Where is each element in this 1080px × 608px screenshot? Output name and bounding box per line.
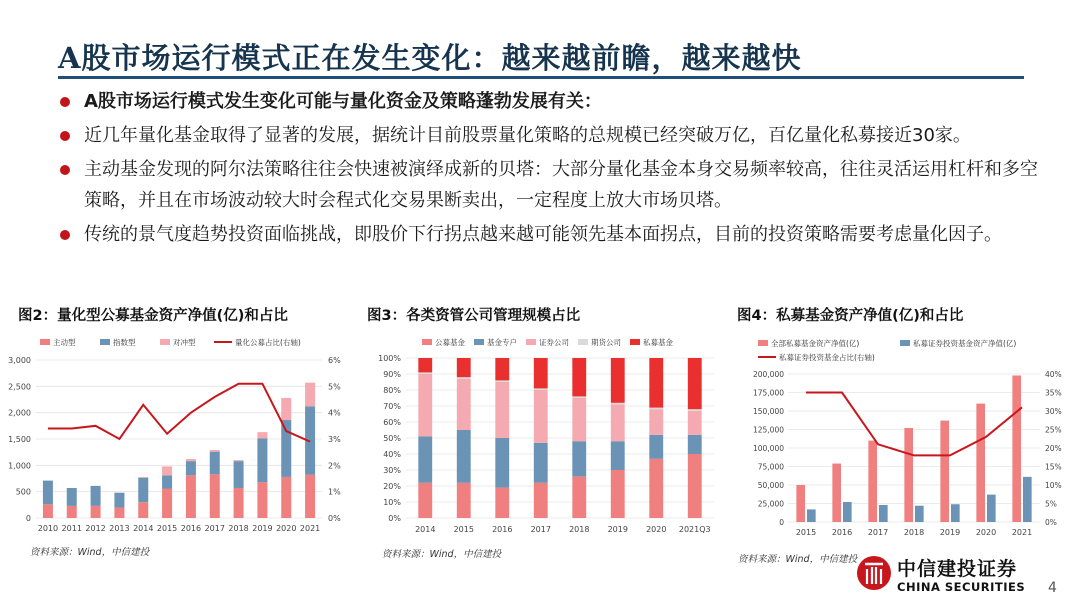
bar-futures bbox=[688, 409, 702, 411]
x-tick-label: 2018 bbox=[569, 525, 590, 534]
y2-tick-label: 10% bbox=[1045, 481, 1062, 490]
bar-public bbox=[457, 483, 471, 518]
bar-active bbox=[67, 506, 77, 518]
bar-broker bbox=[611, 404, 625, 441]
citic-emblem-icon bbox=[855, 553, 893, 593]
y2-tick-label: 1% bbox=[328, 487, 341, 497]
bar-index bbox=[91, 486, 101, 506]
legend-futures-swatch bbox=[578, 339, 588, 345]
y-tick-label: 125,000 bbox=[752, 425, 784, 435]
chart3-private-fund bbox=[722, 326, 1080, 546]
bar-all-private bbox=[832, 464, 841, 522]
x-tick-label: 2016 bbox=[831, 528, 853, 537]
slide-title: A股市场运行模式正在发生变化：越来越前瞻，越来越快 bbox=[58, 41, 802, 75]
y-tick-label: 50% bbox=[383, 434, 401, 443]
legend-broker-swatch bbox=[526, 339, 536, 345]
bar-index bbox=[67, 488, 77, 506]
y2-tick-label: 25% bbox=[1045, 425, 1062, 435]
y2-tick-label: 0% bbox=[1045, 518, 1057, 527]
y-tick-label: 25,000 bbox=[757, 499, 784, 509]
bar-index bbox=[186, 461, 196, 475]
y-tick-label: 500 bbox=[15, 487, 31, 497]
x-tick-label: 2013 bbox=[109, 524, 130, 533]
bar-active bbox=[138, 502, 148, 518]
legend-private-securities-swatch bbox=[900, 340, 910, 346]
bar-all-private bbox=[868, 441, 877, 522]
bar-private bbox=[649, 358, 663, 408]
bar-futures bbox=[495, 380, 509, 382]
x-tick-label: 2010 bbox=[37, 524, 59, 533]
bar-active bbox=[234, 488, 244, 518]
x-tick-label: 2014 bbox=[415, 525, 436, 534]
bar-active bbox=[305, 475, 315, 518]
bar-broker bbox=[572, 398, 586, 441]
bar-private-securities bbox=[843, 502, 852, 522]
legend-all-private-swatch bbox=[758, 340, 768, 346]
legend-public: 公募基金 bbox=[435, 338, 465, 347]
y2-tick-label: 20% bbox=[1045, 444, 1062, 453]
bullet-item: 近几年量化基金取得了显著的发展，据统计目前股票量化策略的总规模已经突破万亿，百亿量化私募接近30家。 bbox=[56, 120, 1046, 151]
page-number: 4 bbox=[1048, 580, 1057, 596]
bar-private-securities bbox=[879, 505, 888, 522]
bar-hedge bbox=[281, 398, 291, 420]
legend-all-private: 全部私募基金资产净值(亿) bbox=[771, 339, 860, 348]
legend-active: 主动型 bbox=[53, 338, 76, 347]
x-tick-label: 2015 bbox=[453, 525, 474, 534]
logo-english: CHINA SECURITIES bbox=[897, 580, 1026, 594]
x-tick-label: 2016 bbox=[180, 524, 202, 533]
y-tick-label: 200,000 bbox=[752, 370, 784, 379]
legend-private-ratio: 私募证券投资基金占比(右轴) bbox=[779, 353, 875, 362]
bar-private bbox=[495, 358, 509, 380]
y-tick-label: 80% bbox=[383, 386, 401, 395]
chart2-source: 资料来源：Wind，中信建投 bbox=[382, 549, 502, 560]
bar-private bbox=[457, 358, 471, 377]
bar-futures bbox=[572, 396, 586, 398]
bar-active bbox=[257, 482, 267, 518]
legend-public-swatch bbox=[422, 339, 432, 345]
bar-index bbox=[114, 493, 124, 508]
legend-index-swatch bbox=[100, 339, 110, 345]
y-tick-label: 150,000 bbox=[752, 407, 784, 416]
bullet-item: 主动基金发现的阿尔法策略往往会快速被演绎成新的贝塔：大部分量化基金本身交易频率较高，往往灵活运用杠杆和多空策略，并且在市场波动较大时会程式化交易果断卖出，一定程度上放大市场贝塔。 bbox=[56, 154, 1046, 216]
x-tick-label: 2014 bbox=[133, 524, 154, 533]
bar-hedge bbox=[186, 459, 196, 461]
legend-hedge-swatch bbox=[160, 339, 170, 345]
x-tick-label: 2015 bbox=[156, 524, 178, 533]
legend-ratio: 量化公募占比(右轴) bbox=[235, 338, 301, 347]
bar-public bbox=[534, 483, 548, 518]
bar-private bbox=[688, 358, 702, 409]
x-tick-label: 2017 bbox=[204, 524, 225, 533]
y-tick-label: 0 bbox=[25, 514, 31, 523]
legend-index: 指数型 bbox=[113, 338, 136, 347]
bar-active bbox=[162, 489, 172, 518]
citic-securities-logo bbox=[855, 553, 1035, 598]
bar-private bbox=[418, 358, 432, 372]
x-tick-label: 2020 bbox=[646, 525, 667, 534]
bar-broker bbox=[534, 390, 548, 443]
logo-chinese: 中信建投证券 bbox=[897, 558, 1018, 580]
title-underline bbox=[58, 76, 1024, 79]
bar-private bbox=[611, 358, 625, 403]
y-tick-label: 10% bbox=[383, 498, 401, 507]
private-ratio-line bbox=[806, 393, 1022, 456]
bar-private-securities bbox=[951, 504, 960, 522]
y2-tick-label: 35% bbox=[1045, 388, 1062, 398]
y-tick-label: 30% bbox=[383, 466, 401, 475]
bar-index bbox=[257, 438, 267, 482]
y2-tick-label: 3% bbox=[328, 435, 341, 444]
bar-public bbox=[688, 454, 702, 518]
y2-tick-label: 15% bbox=[1045, 462, 1062, 472]
y2-tick-label: 2% bbox=[328, 461, 341, 471]
legend-broker: 证券公司 bbox=[539, 338, 569, 347]
y-tick-label: 1,500 bbox=[8, 435, 31, 444]
y-tick-label: 75,000 bbox=[757, 462, 784, 472]
bar-hedge bbox=[162, 466, 172, 475]
y-tick-label: 50,000 bbox=[757, 481, 784, 490]
bar-hedge bbox=[138, 477, 148, 478]
y-tick-label: 1,000 bbox=[8, 461, 31, 471]
bar-active bbox=[210, 474, 220, 518]
bar-public bbox=[611, 470, 625, 518]
bar-futures bbox=[457, 377, 471, 379]
legend-active-swatch bbox=[40, 339, 50, 345]
bar-private-securities bbox=[987, 495, 996, 522]
legend-account-swatch bbox=[474, 339, 484, 345]
bar-active bbox=[43, 504, 53, 518]
bar-futures bbox=[611, 403, 625, 405]
y-tick-label: 60% bbox=[383, 418, 401, 427]
x-tick-label: 2016 bbox=[492, 525, 513, 534]
x-tick-label: 2017 bbox=[530, 525, 551, 534]
bar-active bbox=[186, 475, 196, 518]
bar-hedge bbox=[257, 432, 267, 438]
y-tick-label: 2,500 bbox=[8, 382, 31, 392]
x-tick-label: 2011 bbox=[61, 524, 82, 533]
x-tick-label: 2015 bbox=[795, 528, 817, 537]
bar-futures bbox=[534, 388, 548, 390]
bar-active bbox=[114, 507, 124, 518]
chart1-source: 资料来源：Wind，中信建投 bbox=[30, 547, 150, 558]
y2-tick-label: 5% bbox=[328, 382, 341, 392]
y-tick-label: 70% bbox=[383, 402, 401, 411]
y-tick-label: 100,000 bbox=[752, 444, 784, 453]
bar-index bbox=[281, 420, 291, 477]
y-tick-label: 175,000 bbox=[752, 388, 784, 398]
x-tick-label: 2020 bbox=[276, 524, 297, 533]
bar-broker bbox=[688, 411, 702, 435]
bullet-item: 传统的景气度趋势投资面临挑战，即股价下行拐点越来越可能领先基本面拐点，目前的投资策略需要考虑量化因子。 bbox=[56, 219, 1046, 250]
legend-private-securities: 私募证券投资基金资产净值(亿) bbox=[913, 339, 1017, 348]
legend-account: 基金专户 bbox=[487, 338, 517, 347]
y-tick-label: 40% bbox=[383, 450, 401, 459]
y-tick-label: 0 bbox=[779, 518, 784, 527]
x-tick-label: 2019 bbox=[252, 524, 273, 533]
bar-index bbox=[210, 452, 220, 475]
x-tick-label: 2019 bbox=[607, 525, 628, 534]
bar-hedge bbox=[305, 383, 315, 407]
chart3-title: 图4：私募基金资产净值(亿)和占比 bbox=[737, 308, 964, 324]
bar-broker bbox=[418, 374, 432, 436]
bar-index bbox=[43, 481, 53, 505]
bar-account bbox=[572, 441, 586, 476]
x-tick-label: 2018 bbox=[228, 524, 249, 533]
bar-account bbox=[649, 435, 663, 459]
bar-all-private bbox=[976, 404, 985, 522]
bar-index bbox=[138, 478, 148, 502]
y-tick-label: 100% bbox=[378, 354, 401, 363]
bar-hedge bbox=[234, 460, 244, 461]
bar-all-private bbox=[940, 421, 949, 522]
bullet-item: A股市场运行模式发生变化可能与量化资金及策略蓬勃发展有关： bbox=[56, 86, 1046, 117]
bar-private-securities bbox=[807, 509, 816, 522]
bar-index bbox=[234, 461, 244, 488]
bar-all-private bbox=[796, 485, 805, 522]
chart1-title: 图2：量化型公募基金资产净值(亿)和占比 bbox=[18, 308, 288, 324]
legend-private: 私募基金 bbox=[643, 338, 673, 347]
bar-private-securities bbox=[915, 506, 924, 522]
legend-private-swatch bbox=[630, 339, 640, 345]
bar-hedge bbox=[210, 450, 220, 452]
chart3-source: 资料来源：Wind，中信建投 bbox=[738, 554, 858, 565]
bar-public bbox=[495, 488, 509, 518]
bar-active bbox=[281, 477, 291, 518]
bar-broker bbox=[495, 382, 509, 438]
bar-private bbox=[534, 358, 548, 388]
bar-broker bbox=[457, 379, 471, 430]
chart2-title: 图3：各类资管公司管理规模占比 bbox=[367, 308, 581, 324]
y2-tick-label: 0% bbox=[328, 514, 341, 523]
y-tick-label: 90% bbox=[383, 370, 401, 379]
legend-hedge: 对冲型 bbox=[173, 338, 196, 347]
x-tick-label: 2020 bbox=[975, 528, 997, 537]
x-tick-label: 2012 bbox=[85, 524, 106, 533]
bar-account bbox=[611, 441, 625, 470]
bar-all-private bbox=[904, 428, 913, 522]
y-tick-label: 3,000 bbox=[8, 356, 31, 365]
bar-futures bbox=[649, 408, 663, 410]
bar-index bbox=[162, 475, 172, 488]
y2-tick-label: 5% bbox=[1045, 499, 1057, 509]
bar-public bbox=[418, 483, 432, 518]
bullet-list bbox=[56, 86, 1046, 253]
legend-futures: 期货公司 bbox=[591, 338, 621, 347]
bar-futures bbox=[418, 372, 432, 374]
y-tick-label: 2,000 bbox=[8, 408, 31, 418]
x-tick-label: 2019 bbox=[939, 528, 961, 537]
y-tick-label: 0% bbox=[388, 514, 401, 523]
bar-account bbox=[457, 430, 471, 483]
x-tick-label: 2021Q3 bbox=[678, 525, 711, 534]
bar-private-securities bbox=[1023, 477, 1032, 522]
bar-private bbox=[572, 358, 586, 396]
x-tick-label: 2021 bbox=[299, 524, 321, 533]
x-tick-label: 2018 bbox=[903, 528, 925, 537]
chart1-quant-fund bbox=[0, 326, 360, 540]
y2-tick-label: 40% bbox=[1045, 370, 1062, 379]
y2-tick-label: 30% bbox=[1045, 407, 1062, 416]
bar-public bbox=[572, 476, 586, 518]
bar-broker bbox=[649, 409, 663, 435]
chart2-asset-mgmt-share bbox=[362, 326, 722, 540]
bar-account bbox=[534, 443, 548, 483]
y2-tick-label: 4% bbox=[328, 408, 341, 418]
y-tick-label: 20% bbox=[383, 482, 401, 491]
x-tick-label: 2017 bbox=[867, 528, 889, 537]
y2-tick-label: 6% bbox=[328, 356, 341, 365]
x-tick-label: 2021 bbox=[1011, 528, 1033, 537]
bar-public bbox=[649, 459, 663, 518]
bar-account bbox=[688, 435, 702, 454]
bar-account bbox=[495, 438, 509, 488]
bar-all-private bbox=[1012, 375, 1021, 522]
bar-account bbox=[418, 436, 432, 482]
bar-active bbox=[91, 506, 101, 518]
